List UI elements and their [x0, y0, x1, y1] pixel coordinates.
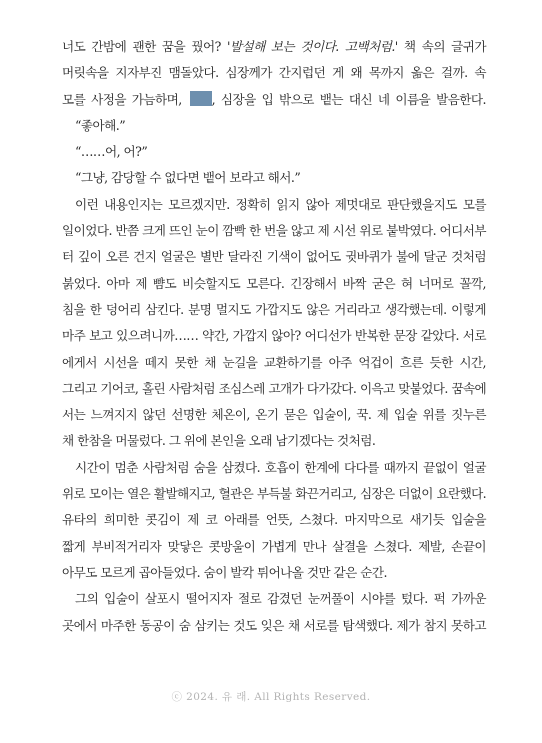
- text-line: 시간이 멈춘 사람처럼 숨을 삼켰다. 호흡이 한계에 다다를 때까지 끝없이 얼굴: [75, 459, 486, 475]
- text-segment: , 심장을 입 밖으로 뱉는 대신 네 이름을 발음한다.: [211, 91, 486, 107]
- text-segment: 책 속의 글귀가: [397, 39, 486, 54]
- italic-quote: '발설해 보는 것이다. 고백처럼.': [226, 39, 398, 54]
- text-line: 일이었다. 반쯤 크게 뜨인 눈이 깜빡 한 번을 않고 제 시선 위로 붙박였다. 어디서부: [62, 223, 486, 239]
- text-line: [62, 34, 486, 60]
- text-line: 에게서 시선을 떼지 못한 채 눈길을 교환하기를 아주 억겁이 흐른 듯한 시간,: [62, 354, 486, 370]
- dialogue-line: “……어, 어?”: [75, 144, 148, 160]
- dialogue-line: “좋아해.”: [75, 117, 126, 133]
- text-line: 서는 느껴지지 않던 선명한 체온이, 온기 묻은 입술이, 꾹. 제 입술 위를 짓누른: [62, 407, 486, 423]
- text-line: 아무도 모르게 곱아들었다. 숨이 발칵 튀어나올 것만 같은 순간.: [62, 564, 387, 580]
- text-line: 채 한참을 머물렀다. 그 위에 본인을 오래 남기겠다는 것처럼.: [62, 433, 376, 449]
- text-line: 이런 내용인지는 모르겠지만. 정확히 읽지 않아 제멋대로 판단했을지도 모를: [75, 196, 486, 212]
- text-line: 마주 보고 있으려니까…… 약간, 가깝지 않아? 어디선가 반복한 문장 같았다. 서로: [62, 328, 486, 344]
- text-line: [62, 87, 486, 113]
- text-line: 그리고 기어코, 홀린 사람처럼 조심스레 고개가 다가갔다. 이윽고 맞붙었다. 꿈속에: [62, 380, 486, 396]
- text-line: 그의 입술이 살포시 떨어지자 절로 감겼던 눈꺼풀이 시야를 텄다. 퍽 가까운: [75, 591, 486, 607]
- text-line: 짧게 부비적거리자 맞닿은 콧방울이 가볍게 만나 살결을 스쳤다. 제발, 손끝이: [62, 538, 486, 554]
- text-line: 터 깊이 오른 건지 얼굴은 별반 달라진 기색이 없어도 귓바퀴가 불에 달군 것처럼: [62, 249, 486, 265]
- text-segment: 너도 간밤에 괜한 꿈을 꿨어?: [62, 39, 227, 54]
- text-line: 침을 한 덩어리 삼킨다. 분명 멀지도 가깝지도 않은 거리라고 생각했는데. 이렇게: [62, 301, 486, 317]
- text-line: 머릿속을 지자부진 맴돌았다. 심장께가 간지럽던 게 왜 목까지 옮은 걸까. 속: [62, 65, 486, 81]
- text-line: 유타의 희미한 콧김이 제 코 아래를 언뜻, 스쳤다. 마지막으로 새기듯 입술을: [62, 512, 486, 528]
- copyright-footer: ⓒ 2024. 유 래. All Rights Reserved.: [171, 691, 371, 703]
- text-line: 붉었다. 아마 제 뺨도 비슷할지도 모른다. 긴장해서 바짝 굳은 혀 너머로 꼴깍,: [62, 275, 486, 291]
- body-text: [62, 34, 486, 639]
- redacted-name-box: [190, 91, 212, 106]
- dialogue-line: “그냥, 감당할 수 없다면 뱉어 보라고 해서.”: [75, 170, 301, 186]
- text-segment: 모를 사정을 가늠하며,: [62, 91, 188, 107]
- text-line: 위로 모이는 열은 활발해지고, 혈관은 부득불 화끈거리고, 심장은 더없이 요란했다.: [62, 486, 486, 502]
- text-line: 곳에서 마주한 동공이 숨 삼키는 것도 잊은 채 서로를 탐색했다. 제가 참지 못하고: [62, 617, 486, 633]
